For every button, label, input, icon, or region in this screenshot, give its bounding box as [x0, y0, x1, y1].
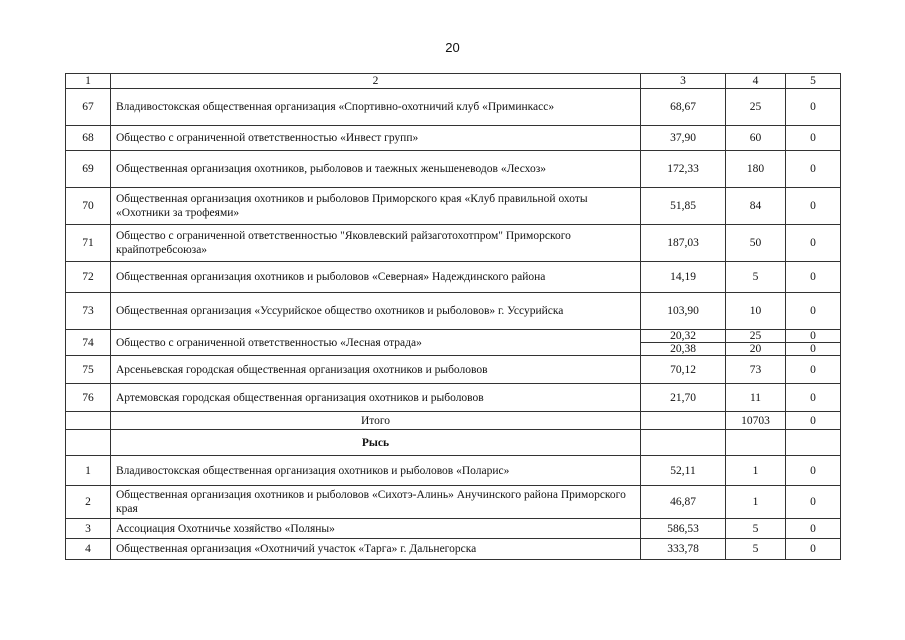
header-col-1: 1: [66, 74, 111, 89]
row-number: 71: [66, 225, 111, 262]
table-row: [66, 262, 841, 293]
organization-name: Артемовская городская общественная организация охотников и рыболовов: [111, 384, 641, 412]
organization-name: Владивостокская общественная организация охотников и рыболовов «Поларис»: [111, 456, 641, 486]
header-col-2: 2: [111, 74, 641, 89]
limit-value: 0: [786, 151, 841, 188]
organization-name: Общественная организация «Охотничий участок «Тарга» г. Дальнегорска: [111, 539, 641, 560]
table-row: [66, 293, 841, 330]
area-value: 21,70: [641, 384, 726, 412]
count-value: 84: [726, 188, 786, 225]
section-empty-cell: [726, 430, 786, 456]
row-number: 4: [66, 539, 111, 560]
area-value: 586,53: [641, 519, 726, 539]
quota-table: [65, 73, 841, 560]
table-row: [66, 456, 841, 486]
area-value: 187,03: [641, 225, 726, 262]
table-row-split: [66, 330, 841, 343]
row-number: 2: [66, 486, 111, 519]
limit-value: 0: [786, 188, 841, 225]
row-number: 72: [66, 262, 111, 293]
count-value: 60: [726, 126, 786, 151]
area-value: 172,33: [641, 151, 726, 188]
area-value: 51,85: [641, 188, 726, 225]
row-number: 1: [66, 456, 111, 486]
area-value: 52,11: [641, 456, 726, 486]
area-value: 46,87: [641, 486, 726, 519]
count-value: 25: [726, 89, 786, 126]
organization-name: Ассоциация Охотничье хозяйство «Поляны»: [111, 519, 641, 539]
table-row: [66, 126, 841, 151]
count-value: 5: [726, 519, 786, 539]
table-header-row: [66, 74, 841, 89]
section-empty-cell: [786, 430, 841, 456]
row-number: 3: [66, 519, 111, 539]
count-value: 5: [726, 539, 786, 560]
area-value: 103,90: [641, 293, 726, 330]
row-number: 70: [66, 188, 111, 225]
limit-value: 0: [786, 519, 841, 539]
limit-value: 0: [786, 356, 841, 384]
table-row: [66, 486, 841, 519]
organization-name: Общественная организация охотников и рыболовов «Сихотэ-Алинь» Анучинского района Приморского края: [111, 486, 641, 519]
organization-name: Общество с ограниченной ответственностью «Лесная отрада»: [111, 330, 641, 356]
table-row: [66, 151, 841, 188]
table-row: [66, 384, 841, 412]
limit-value: 0: [786, 262, 841, 293]
limit-value: 0: [786, 293, 841, 330]
page-number: 20: [445, 40, 460, 55]
organization-name: Общество с ограниченной ответственностью "Яковлевский райзаготохотпром" Приморского крайпотребсоюза»: [111, 225, 641, 262]
organization-name: Общество с ограниченной ответственностью «Инвест групп»: [111, 126, 641, 151]
row-number: 74: [66, 330, 111, 356]
area-value: 20,38: [641, 343, 726, 356]
row-number: 75: [66, 356, 111, 384]
total-label: Итого: [111, 412, 641, 430]
count-value: 5: [726, 262, 786, 293]
section-empty-cell: [641, 430, 726, 456]
section-empty-cell: [66, 430, 111, 456]
row-number: 68: [66, 126, 111, 151]
table-row: [66, 188, 841, 225]
limit-value: 0: [786, 89, 841, 126]
table-row: [66, 225, 841, 262]
row-number: 76: [66, 384, 111, 412]
area-value: 70,12: [641, 356, 726, 384]
limit-value: 0: [786, 225, 841, 262]
header-col-4: 4: [726, 74, 786, 89]
limit-value: 0: [786, 539, 841, 560]
total-limit: 0: [786, 412, 841, 430]
area-value: 14,19: [641, 262, 726, 293]
header-col-5: 5: [786, 74, 841, 89]
organization-name: Владивостокская общественная организация «Спортивно-охотничий клуб «Приминкасс»: [111, 89, 641, 126]
table-row: [66, 356, 841, 384]
table-row: [66, 539, 841, 560]
area-value: 37,90: [641, 126, 726, 151]
limit-value: 0: [786, 330, 841, 343]
count-value: 11: [726, 384, 786, 412]
count-value: 20: [726, 343, 786, 356]
limit-value: 0: [786, 486, 841, 519]
row-number: 67: [66, 89, 111, 126]
total-empty-cell: [641, 412, 726, 430]
table-row: [66, 519, 841, 539]
organization-name: Общественная организация «Уссурийское общество охотников и рыболовов» г. Уссурийска: [111, 293, 641, 330]
count-value: 10: [726, 293, 786, 330]
count-value: 73: [726, 356, 786, 384]
count-value: 25: [726, 330, 786, 343]
count-value: 50: [726, 225, 786, 262]
row-number: 73: [66, 293, 111, 330]
limit-value: 0: [786, 456, 841, 486]
section-title: Рысь: [111, 430, 641, 456]
limit-value: 0: [786, 343, 841, 356]
organization-name: Общественная организация охотников, рыболовов и таежных женьшеневодов «Лесхоз»: [111, 151, 641, 188]
count-value: 1: [726, 486, 786, 519]
header-col-3: 3: [641, 74, 726, 89]
table-row: [66, 89, 841, 126]
count-value: 1: [726, 456, 786, 486]
area-value: 68,67: [641, 89, 726, 126]
area-value: 333,78: [641, 539, 726, 560]
row-number: 69: [66, 151, 111, 188]
count-value: 180: [726, 151, 786, 188]
total-count: 10703: [726, 412, 786, 430]
organization-name: Арсеньевская городская общественная организация охотников и рыболовов: [111, 356, 641, 384]
total-row: [66, 412, 841, 430]
total-empty-cell: [66, 412, 111, 430]
area-value: 20,32: [641, 330, 726, 343]
section-header-row: [66, 430, 841, 456]
limit-value: 0: [786, 384, 841, 412]
organization-name: Общественная организация охотников и рыболовов «Северная» Надеждинского района: [111, 262, 641, 293]
organization-name: Общественная организация охотников и рыболовов Приморского края «Клуб правильной охоты «Охотники за трофеями»: [111, 188, 641, 225]
limit-value: 0: [786, 126, 841, 151]
